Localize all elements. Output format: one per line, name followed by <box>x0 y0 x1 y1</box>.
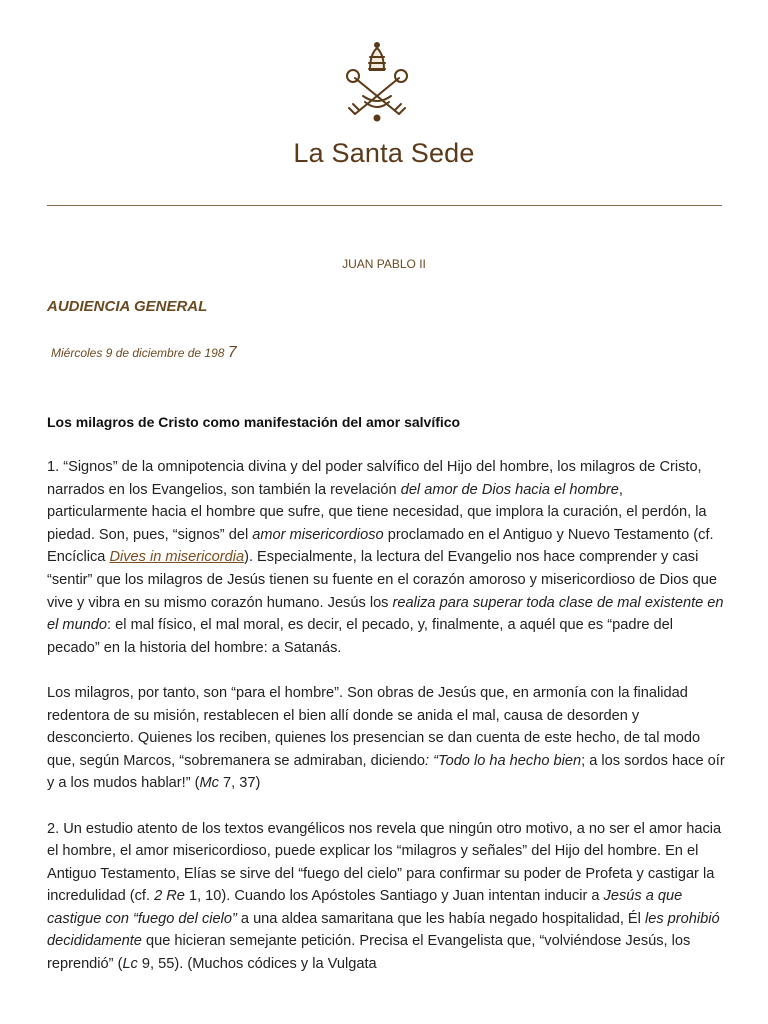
document-title: Los milagros de Cristo como manifestación del amor salvífico <box>47 414 461 430</box>
body-paragraph <box>47 456 725 659</box>
text-run: , particularmente hacia el hombre que sufre, que tiene necesidad, que implora la curación, el perdón, la piedad. Son, pues, “signos” del <box>47 481 707 543</box>
text-run: proclamado en el Antiguo y Nuevo Testamento (cf. Encíclica <box>47 526 714 566</box>
date-suffix: 7 <box>227 344 237 361</box>
text-run: Los milagros, por tanto, son “para el hombre”. Son obras de Jesús que, en armonía con la finalidad redentora de su misión, restablecen el bien allí donde se anida el mal, causa de desorden y desconcierto. Quienes los reciben, quienes los presencian se dan cuenta de este hecho, de tal modo que, según Marcos, “sobremanera se admiraban, diciendo <box>47 684 701 769</box>
document-date <box>51 344 237 362</box>
italic-text: 2 Re <box>154 888 185 905</box>
text-run: ). Especialmente, la lectura del Evangelio nos hace comprender y casi “sentir” que los milagros de Jesús tienen su fuente en el corazón amoroso y misericordioso de Dios que vive y vibra en su mismo corazón humano. Jesús los <box>47 549 718 611</box>
author-name: JUAN PABLO II <box>342 257 426 271</box>
date-text: Miércoles 9 de diciembre de 198 <box>51 346 225 360</box>
papal-keys-tiara-icon <box>343 40 411 124</box>
body-paragraph <box>47 818 725 976</box>
text-run: : el mal físico, el mal moral, es decir, el pecado, y, finalmente, a aquél que es “padre del pecado” en la historia del hombre: a Satanás. <box>47 617 673 656</box>
section-heading: AUDIENCIA GENERAL <box>47 298 208 315</box>
site-title[interactable]: La Santa Sede <box>293 138 475 168</box>
text-run: 1, 10). Cuando los Apóstoles Santiago y Juan intentan inducir a <box>184 888 604 905</box>
text-run: que hicieran semejante petición. Precisa el Evangelista que, “volviéndose Jesús, los reprendió” ( <box>47 933 691 973</box>
text-run: 1. “Signos” de la omnipotencia divina y del poder salvífico del Hijo del hombre, los milagros de Cristo, narrados en los Evangelios, son también la revelación <box>47 459 702 498</box>
document-body <box>47 456 725 998</box>
italic-text: : “Todo lo ha hecho bien <box>425 752 582 769</box>
italic-text: les prohibió decididamente <box>47 910 720 950</box>
link-text: Dives in misericordia <box>109 549 245 566</box>
header-divider <box>47 205 722 206</box>
text-run: a una aldea samaritana que les había negado hospitalidad, Él <box>236 910 645 927</box>
italic-text: del amor de Dios hacia el hombre <box>400 481 619 498</box>
italic-text: amor misericordioso <box>252 526 384 543</box>
text-run: 2. Un estudio atento de los textos evangélicos nos revela que ningún otro motivo, a no ser el amor hacia el hombre, el amor misericordioso, puede explicar los “milagros y señales” del Hijo del hombre. En el Antiguo Testamento, Elías se sirve del “fuego del cielo” para confirmar su poder de Profeta y castigar la incredulidad (cf. <box>47 820 722 905</box>
italic-text: Lc <box>122 956 138 973</box>
italic-text: Jesús a que castigue con “fuego del cielo” <box>47 888 683 927</box>
italic-text: Mc <box>199 775 219 792</box>
text-run: 9, 55). (Muchos códices y la Vulgata <box>137 956 377 973</box>
text-run: 7, 37) <box>218 775 261 792</box>
encyclical-link[interactable] <box>109 549 244 565</box>
text-run: ; a los sordos hace oír y a los mudos hablar!” ( <box>47 752 725 792</box>
italic-text: realiza para superar toda clase de mal existente en el mundo <box>47 594 724 634</box>
body-paragraph <box>47 682 725 795</box>
